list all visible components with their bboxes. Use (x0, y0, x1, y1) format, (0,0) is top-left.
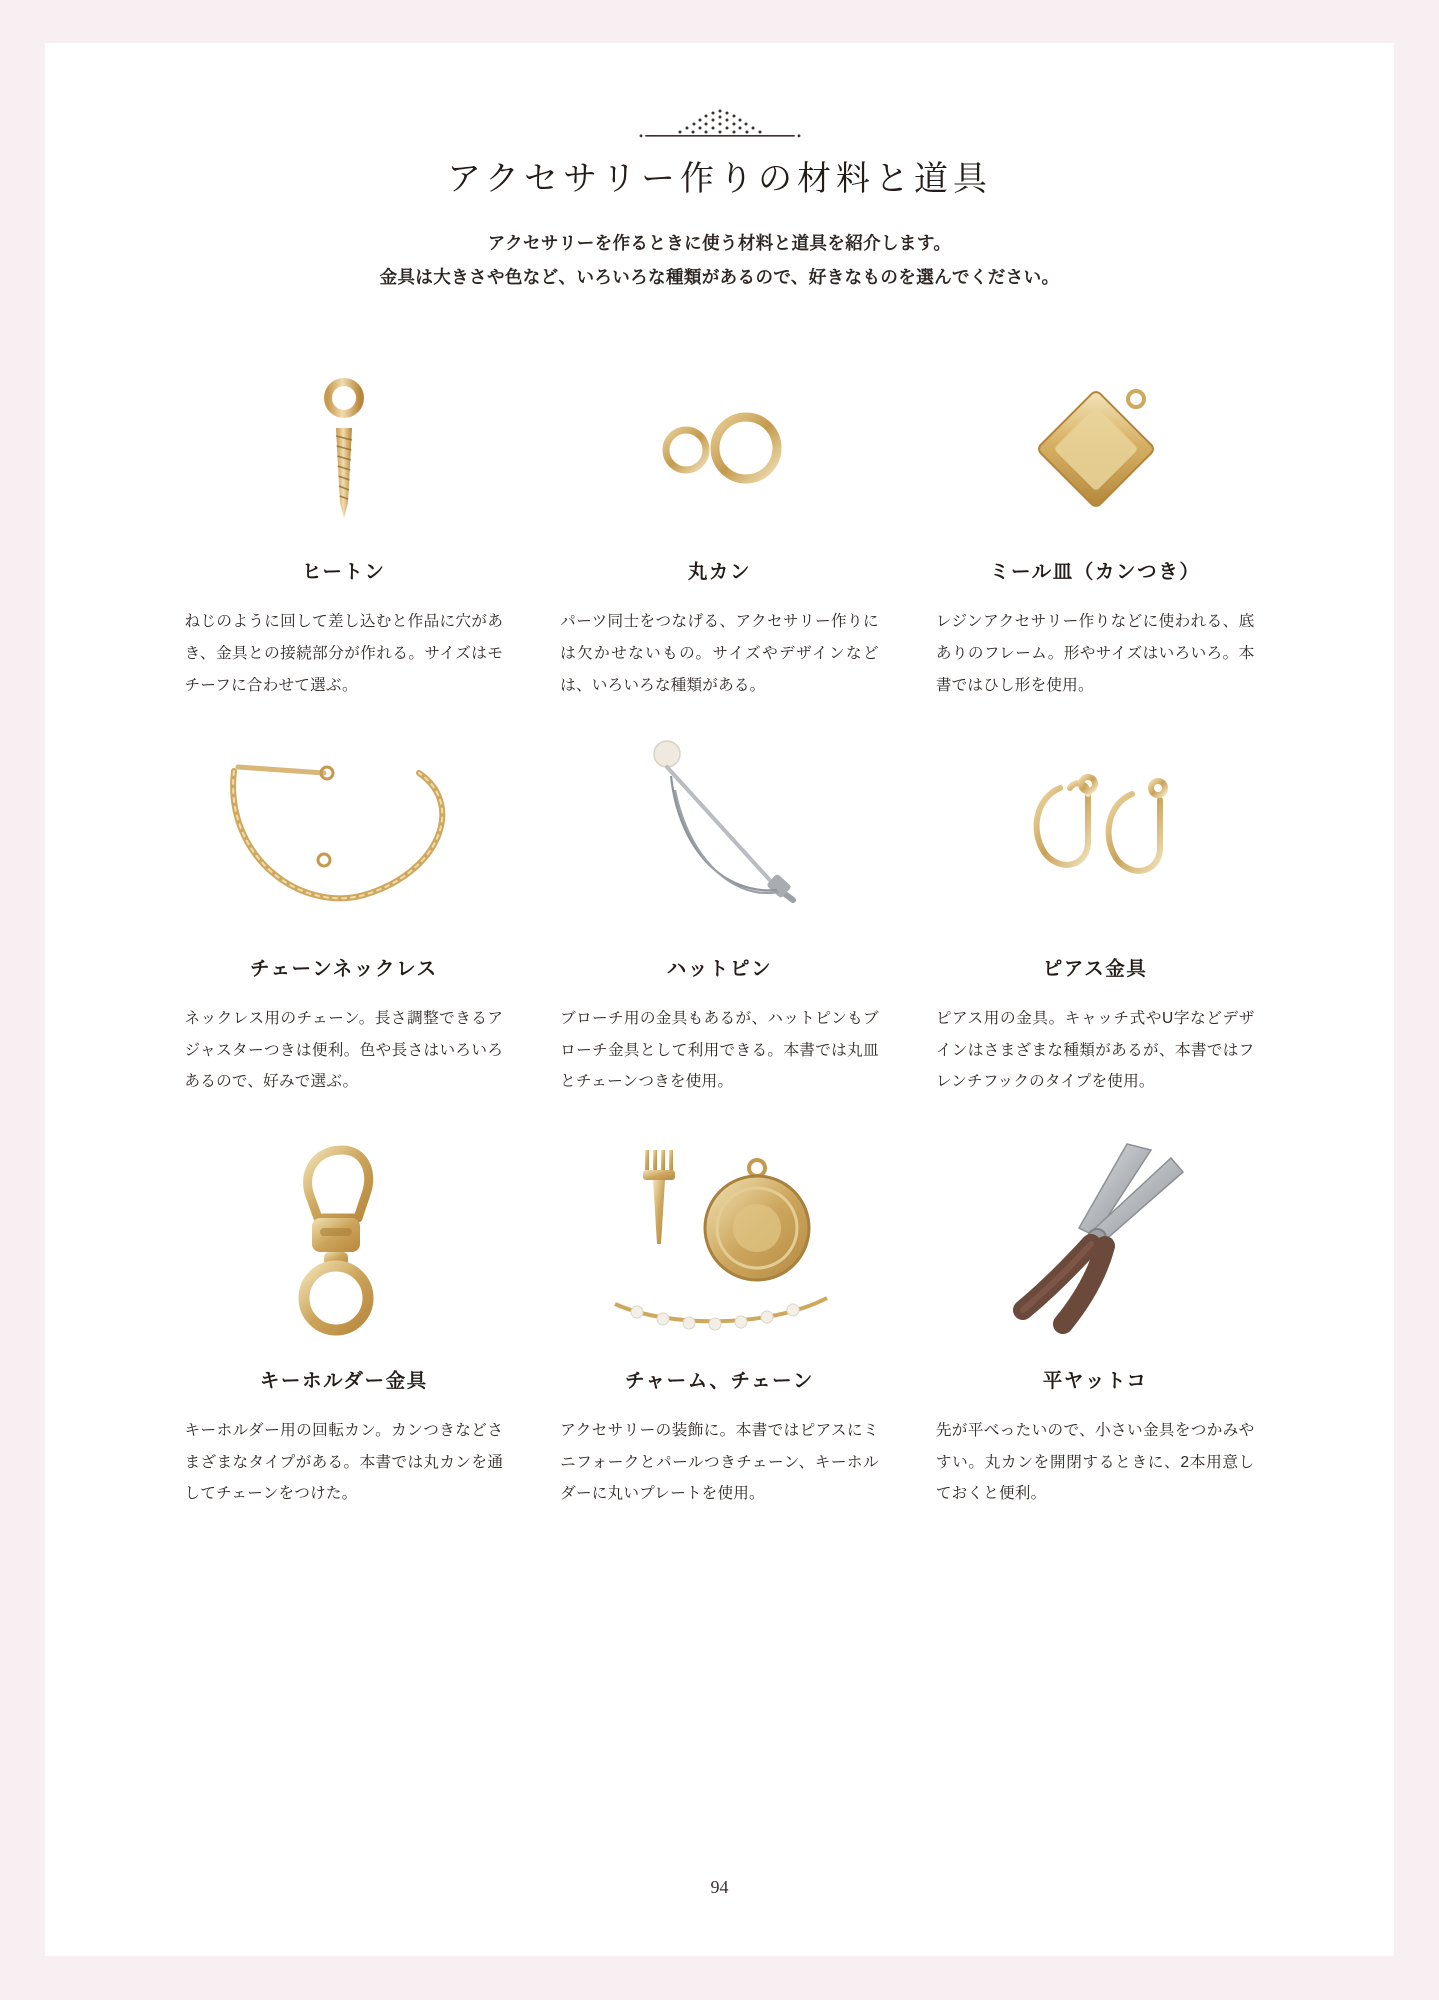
material-card (560, 1132, 879, 1510)
material-title: チャーム、チェーン (625, 1370, 814, 1393)
material-description: レジンアクセサリー作りなどに使われる、底ありのフレーム。形やサイズはいろいろ。本書ではひし形を使用。 (935, 613, 1255, 694)
material-description: ネックレス用のチェーン。長さ調整できるアジャスターつきは便利。色や長さはいろいろあるので、好みで選ぶ。 (184, 1010, 504, 1091)
page-number: 94 (710, 1877, 729, 1897)
intro-line-1: アクセサリーを作るときに使う材料と道具を紹介します。 (487, 233, 952, 253)
material-card (936, 358, 1255, 701)
material-card (185, 1132, 504, 1510)
dot-arch-ornament-icon (625, 105, 815, 145)
page-intro (290, 226, 1150, 294)
earring-hook-icon (936, 735, 1255, 935)
material-description: ピアス用の金具。キャッチ式やU字などデザインはさまざまな種類があるが、本書ではフレンチフックのタイプを使用。 (935, 1010, 1255, 1091)
material-title: ヒートン (302, 561, 386, 584)
material-card (185, 358, 504, 701)
material-card (560, 735, 879, 1098)
page-title: アクセサリー作りの材料と道具 (447, 161, 992, 198)
hat-pin-icon (560, 735, 879, 935)
material-title: 丸カン (687, 561, 752, 584)
material-description: アクセサリーの装飾に。本書ではピアスにミニフォークとパールつきチェーン、キーホルダーに丸いプレートを使用。 (560, 1422, 879, 1503)
materials-grid (185, 358, 1255, 1510)
page-header (45, 43, 1394, 294)
material-title: 平ヤットコ (1042, 1370, 1148, 1393)
lobster-clasp-keyring-icon (185, 1132, 504, 1347)
material-description: ねじのように回して差し込むと作品に穴があき、金具との接続部分が作れる。サイズはモチーフに合わせて選ぶ。 (184, 613, 504, 694)
intro-line-2: 金具は大きさや色など、いろいろな種類があるので、好きなものを選んでください。 (379, 267, 1060, 288)
chain-necklace-icon (185, 735, 504, 935)
jump-ring-icon (560, 358, 879, 538)
material-title: ハットピン (666, 958, 773, 981)
screw-eye-icon (185, 358, 504, 538)
book-page (45, 43, 1394, 1956)
material-card (936, 735, 1255, 1098)
material-description: パーツ同士をつなげる、アクセサリー作りには欠かせないもの。サイズやデザインなどは、いろいろな種類がある。 (560, 613, 879, 694)
charm-chain-icon (560, 1132, 879, 1347)
material-card (185, 735, 504, 1098)
flat-nose-pliers-icon (936, 1132, 1255, 1347)
material-title: ピアス金具 (1042, 958, 1148, 981)
material-title: キーホルダー金具 (259, 1370, 428, 1393)
material-title: ミール皿（カンつき） (989, 561, 1201, 584)
material-card (560, 358, 879, 701)
material-title: チェーンネックレス (249, 958, 438, 981)
material-description: 先が平べったいので、小さい金具をつかみやすい。丸カンを開閉するときに、2本用意しておくと便利。 (935, 1422, 1255, 1503)
bezel-tray-icon (936, 358, 1255, 538)
material-card (936, 1132, 1255, 1510)
material-description: ブローチ用の金具もあるが、ハットピンもブローチ金具として利用できる。本書では丸皿とチェーンつきを使用。 (560, 1010, 879, 1091)
material-description: キーホルダー用の回転カン。カンつきなどさまざまなタイプがある。本書では丸カンを通してチェーンをつけた。 (184, 1422, 504, 1503)
